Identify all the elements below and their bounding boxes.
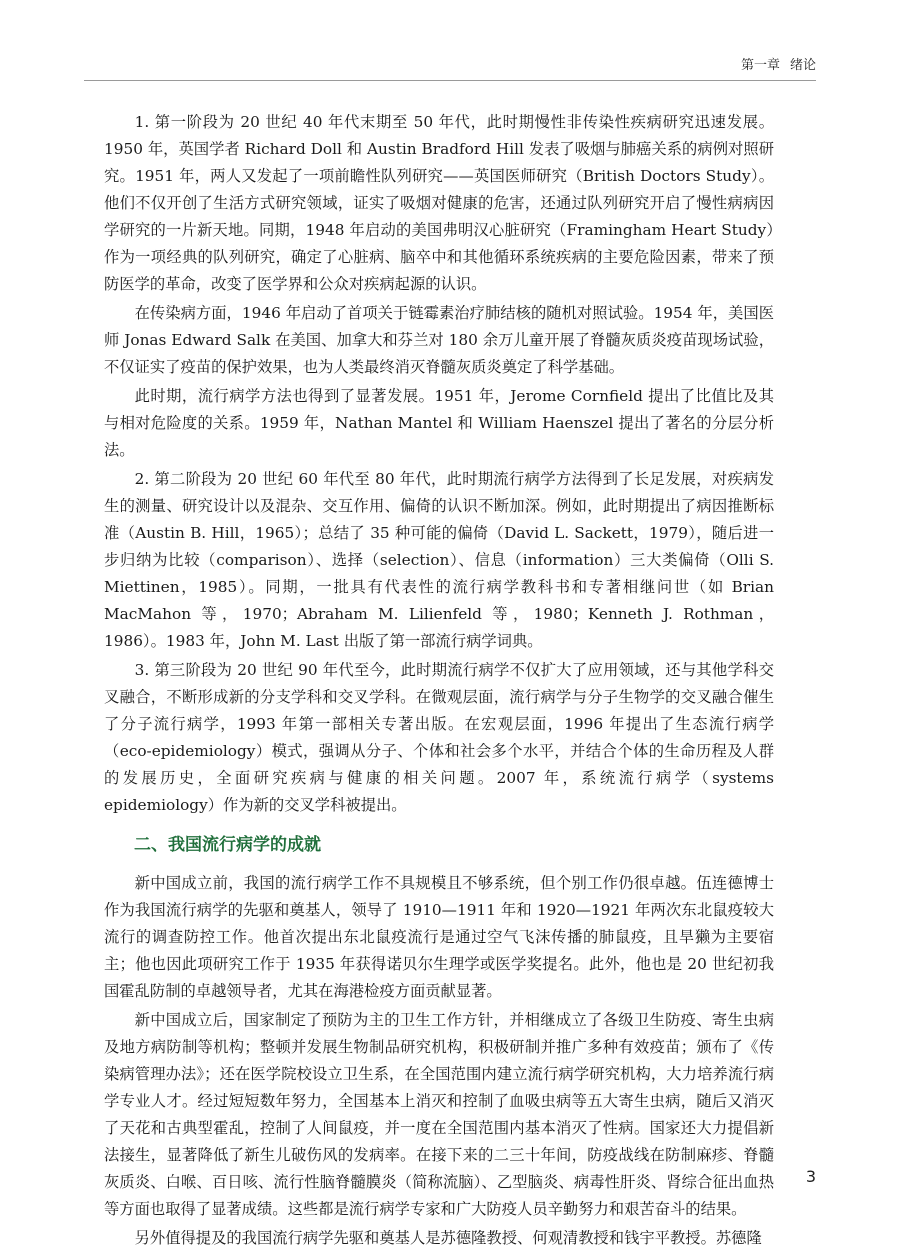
running-head xyxy=(741,54,816,73)
paragraph: 1. 第一阶段为 20 世纪 40 年代末期至 50 年代，此时期慢性非传染性疾病研究迅速发展。1950 年，英国学者 Richard Doll 和 Austin Bradford Hill 发表了吸烟与肺癌关系的病例对照研究。1951 年，两人又发起了一项前瞻性队列研究——英国医师研究（British Doctors Study）。他们不仅开创了生活方式研究领域，证实了吸烟对健康的危害，还通过队列研究开启了慢性病病因学研究的一片新天地。同期，1948 年启动的美国弗明汉心脏研究（Framingham Heart Study）作为一项经典的队列研究，确定了心脏病、脑卒中和其他循环系统疾病的主要危险因素，带来了预防医学的革命，改变了医学界和公众对疾病起源的认识。 xyxy=(104,113,774,293)
paragraph: 新中国成立前，我国的流行病学工作不具规模且不够系统，但个别工作仍很卓越。伍连德博士作为我国流行病学的先驱和奠基人，领导了 1910—1911 年和 1920—1921 年两次东北鼠疫较大流行的调查防控工作。他首次提出东北鼠疫流行是通过空气飞沫传播的肺鼠疫，且旱獭为主要宿主；他也因此项研究工作于 1935 年获得诺贝尔生理学或医学奖提名。此外，他也是 20 世纪初我国霍乱防制的卓越领导者，尤其在海港检疫方面贡献显著。 xyxy=(104,874,774,1000)
paragraph: 此时期，流行病学方法也得到了显著发展。1951 年，Jerome Cornfield 提出了比值比及其与相对危险度的关系。1959 年，Nathan Mantel 和 William Haenszel 提出了著名的分层分析法。 xyxy=(104,387,774,459)
paragraph: 新中国成立后，国家制定了预防为主的卫生工作方针，并相继成立了各级卫生防疫、寄生虫病及地方病防制等机构；整顿并发展生物制品研究机构，积极研制并推广多种有效疫苗；颁布了《传染病管理办法》；还在医学院校设立卫生系，在全国范围内建立流行病学研究机构，大力培养流行病学专业人才。经过短短数年努力，全国基本上消灭和控制了血吸虫病等五大寄生虫病，随后又消灭了天花和古典型霍乱，控制了人间鼠疫，并一度在全国范围内基本消灭了性病。国家还大力提倡新法接生，显著降低了新生儿破伤风的发病率。在接下来的二三十年间，防疫战线在防制麻疹、脊髓灰质炎、白喉、百日咳、流行性脑脊髓膜炎（简称流脑）、乙型脑炎、病毒性肝炎、肾综合征出血热等方面也取得了显著成绩。这些都是流行病学专家和广大防疫人员辛勤努力和艰苦奋斗的结果。 xyxy=(104,1011,774,1218)
paragraph: 2. 第二阶段为 20 世纪 60 年代至 80 年代，此时期流行病学方法得到了长足发展，对疾病发生的测量、研究设计以及混杂、交互作用、偏倚的认识不断加深。例如，此时期提出了病因推断标准（Austin B. Hill，1965）；总结了 35 种可能的偏倚（David L. Sackett，1979），随后进一步归纳为比较（comparison）、选择（selection）、信息（information）三大类偏倚（Olli S. Miettinen，1985）。同期，一批具有代表性的流行病学教科书和专著相继问世（如 Brian MacMahon 等，1970；Abraham M. Lilienfeld 等，1980；Kenneth J. Rothman，1986）。1983 年，John M. Last 出版了第一部流行病学词典。 xyxy=(104,470,774,650)
section-heading: 二、我国流行病学的成就 xyxy=(134,835,321,855)
paragraph: 3. 第三阶段为 20 世纪 90 年代至今，此时期流行病学不仅扩大了应用领域，还与其他学科交叉融合，不断形成新的分支学科和交叉学科。在微观层面，流行病学与分子生物学的交叉融合催生了分子流行病学，1993 年第一部相关专著出版。在宏观层面，1996 年提出了生态流行病学（eco-epidemiology）模式，强调从分子、个体和社会多个水平，并结合个体的生命历程及人群的发展历史，全面研究疾病与健康的相关问题。2007 年，系统流行病学（systems epidemiology）作为新的交叉学科被提出。 xyxy=(104,661,774,814)
chapter-label: 第一章 xyxy=(740,58,780,73)
paragraph: 在传染病方面，1946 年启动了首项关于链霉素治疗肺结核的随机对照试验。1954 年，美国医师 Jonas Edward Salk 在美国、加拿大和芬兰对 180 余万儿童开展了脊髓灰质炎疫苗现场试验，不仅证实了疫苗的保护效果，也为人类最终消灭脊髓灰质炎奠定了科学基础。 xyxy=(104,304,774,376)
chapter-title: 绪论 xyxy=(789,58,816,73)
page-body xyxy=(104,109,774,1252)
page-number: 3 xyxy=(805,1167,816,1186)
header-rule xyxy=(84,80,816,81)
paragraph: 另外值得提及的我国流行病学先驱和奠基人是苏德隆教授、何观清教授和钱宇平教授。苏德隆 xyxy=(134,1229,762,1247)
